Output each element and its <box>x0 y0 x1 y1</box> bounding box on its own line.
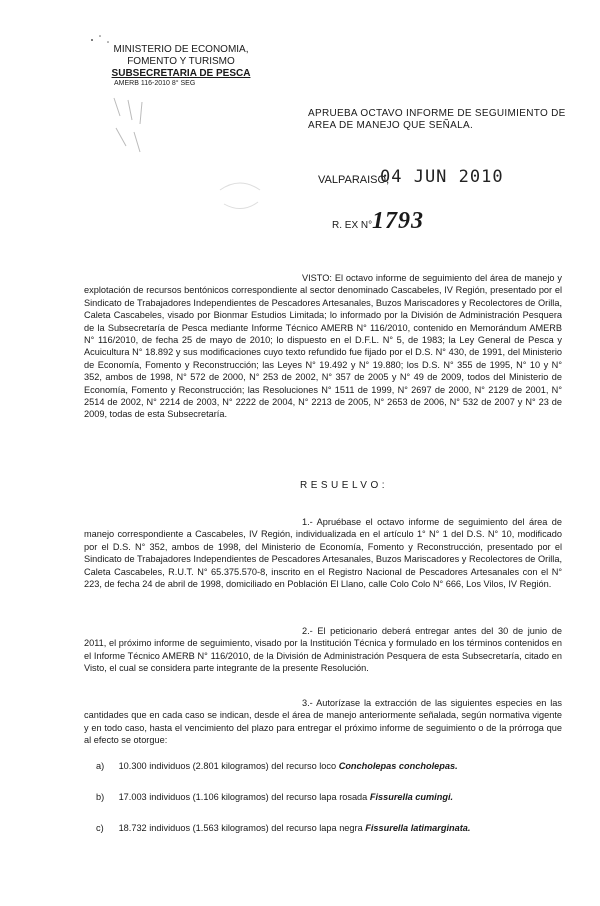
reference-code: AMERB 116-2010 8° SEG <box>114 80 196 87</box>
visto-paragraph: VISTO: El octavo informe de seguimiento del área de manejo y explotación de recursos bentónicos correspondiente al sector denominado Cascabeles, IV Región, presentado por el Sindicato de Trabajadores Independientes de Pescadores Artesanales, Buzos Mariscadores y Recolectores de Orilla, Caleta Cascabeles, visado por Bionmar Estudios Limitada; lo informado por la División de Administración Pesquera de la Subsecretaría de Pesca mediante Informe Técnico AMERB N° 116/2010, contenido en Memorándum AMERB N° 116/2010, de fecha 25 de mayo de 2010; lo dispuesto en el D.F.L. N° 5, de 1983; la Ley General de Pesca y Acuicultura N° 18.892 y sus modificaciones cuyo texto refundido fue fijado por el D.S. N° 430, de 1991, del Ministerio de Economía, Fomento y Reconstrucción; las Leyes N° 19.492 y N° 19.880; los D.S. N° 355 de 1995, N° 10 y N° 352, ambos de 1998, N° 572 de 2000, N° 253 de 2002, N° 357 de 2005 y N° 49 de 2009, todos del Ministerio de Economía, Fomento y Reconstrucción; las Resoluciones N° 1511 de 1999, N° 2697 de 2000, N° 2129 de 2001, N° 2514 de 2002, N° 2214 de 2003, N° 2222 de 2004, N° 2213 de 2005, N° 2653 de 2006, N° 532 de 2007 y N° 23 de 2009, todas de esta Subsecretaría. <box>84 273 562 420</box>
item-text: 18.732 individuos (1.563 kilogramos) del recurso lapa negra <box>118 823 363 833</box>
item-species: Concholepas concholepas. <box>338 761 458 771</box>
item-letter: b) <box>96 792 105 802</box>
document-title: APRUEBA OCTAVO INFORME DE SEGUIMIENTO DE AREA DE MANEJO QUE SEÑALA. <box>308 108 566 131</box>
item-letter: a) <box>96 761 105 771</box>
resolution-label: R. EX N° <box>332 220 373 231</box>
item-species: Fissurella cumingi. <box>369 792 454 802</box>
item-species: Fissurella latimarginata. <box>365 823 471 833</box>
item-letter: c) <box>96 823 104 833</box>
ministry-line-2: FOMENTO Y TURISMO <box>127 56 235 67</box>
place-label: VALPARAISO, <box>318 174 390 186</box>
letterhead <box>96 44 266 88</box>
faint-stamp-mark <box>210 170 270 230</box>
ministry-line-1: MINISTERIO DE ECONOMIA, <box>113 44 249 55</box>
species-item-a <box>96 760 458 772</box>
resolution-point-1: 1.- Apruébase el octavo informe de seguimiento del área de manejo correspondiente a Cascabeles, IV Región, individualizada en el artículo 1° N° 1 del D.S. N° 10, modificado por el D.S. N° 352, ambos de 1998, del Ministerio de Economía, Fomento y Reconstrucción, presentado por el Sindicato de Trabajadores Independientes de Pescadores Artesanales, Buzos Mariscadores y Recolectores de Orilla, Caleta Cascabeles, R.U.T. N° 65.375.570-8, inscrito en el Registro Nacional de Pescadores Artesanales con el N° 223, de fecha 24 de abril de 1998, domiciliado en Población El Llano, calle Colo Colo N° 666, Los Vilos, IV Región. <box>84 517 562 590</box>
handwritten-mark <box>94 88 164 168</box>
resolution-point-3: 3.- Autorízase la extracción de las siguientes especies en las cantidades que en cada caso se indican, desde el área de manejo anteriormente señalada, según normativa vigente y en todo caso, hasta el vencimiento del plazo para entregar el próximo informe de seguimiento o de la prórroga que al efecto se otorgue: <box>84 698 562 746</box>
item-text: 10.300 individuos (2.801 kilogramos) del recurso loco <box>118 761 337 771</box>
species-item-b <box>96 791 453 803</box>
species-item-c <box>96 822 470 834</box>
subsecretaria-line: SUBSECRETARIA DE PESCA <box>111 68 251 79</box>
date-stamp: 04 JUN 2010 <box>380 167 504 187</box>
resolution-point-2: 2.- El peticionario deberá entregar antes del 30 de junio de 2011, el próximo informe de seguimiento, visado por la Institución Técnica y formulado en los términos contenidos en el Informe Técnico AMERB N° 116/2010, de la División de Administración Pesquera de esta Subsecretaría, citado en Visto, el cual se considera parte integrante de la presente Resolución. <box>84 626 562 674</box>
resolution-number: 1793 <box>372 208 424 234</box>
resuelvo-heading: RESUELVO: <box>300 480 388 491</box>
item-text: 17.003 individuos (1.106 kilogramos) del recurso lapa rosada <box>118 792 368 802</box>
